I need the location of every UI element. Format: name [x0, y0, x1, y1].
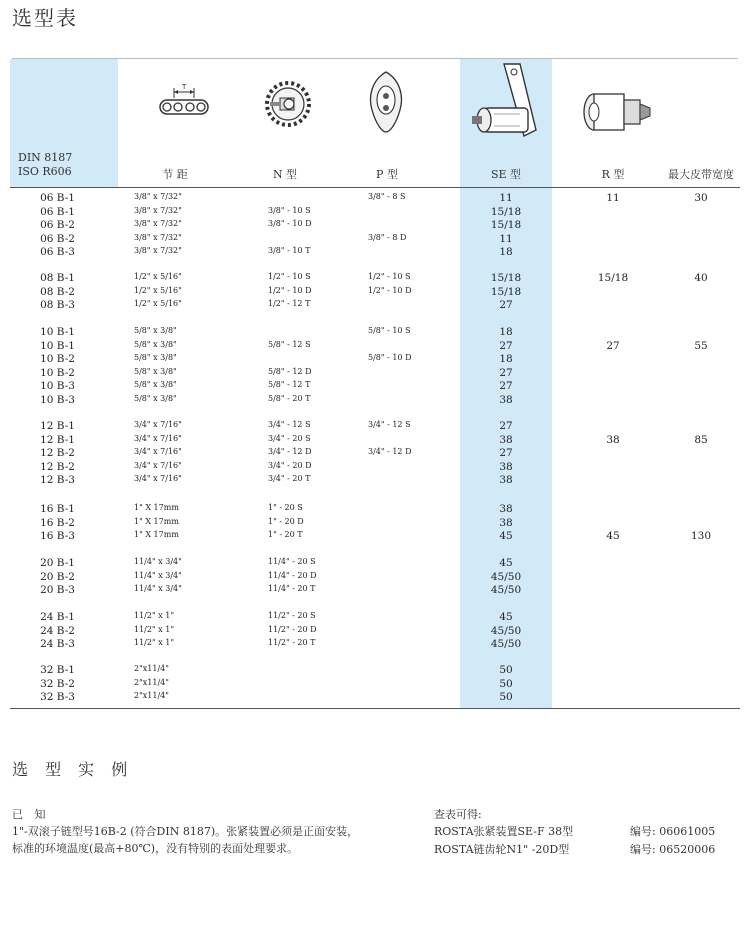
chain-type-cell: 10 B-3: [40, 380, 75, 393]
se-type-cell: 15/18: [490, 272, 522, 284]
n-type-cell: 1" - 20 D: [268, 516, 304, 526]
pitch-cell: 3/4" x 7/16": [134, 460, 182, 470]
r-type-cell: 11: [606, 192, 620, 204]
se-type-cell: 27: [499, 366, 513, 379]
chain-type-cell: 32 B-2: [40, 677, 75, 690]
pitch-cell: 5/8" x 3/8": [134, 380, 177, 390]
se-type-cell: 27: [499, 420, 513, 432]
se-type-cell: 15/18: [490, 219, 522, 232]
svg-text:T: T: [182, 83, 187, 91]
n-type-cell: 1" - 20 S: [268, 503, 303, 512]
pitch-cell: 11/2" x 1": [134, 611, 175, 620]
pitch-cell: 3/8" x 7/32": [134, 219, 182, 229]
n-type-cell: 3/4" - 12 S: [268, 420, 311, 429]
chain-type-cell: 12 B-1: [40, 433, 75, 446]
chain-type-cell: 16 B-3: [40, 530, 75, 543]
pitch-cell: 5/8" x 3/8": [134, 366, 177, 376]
pitch-cell: 1/2" x 5/16": [134, 285, 182, 295]
chain-type-cell: 08 B-1: [40, 272, 75, 284]
bottom-rule: [10, 708, 740, 709]
pitch-cell: 3/8" x 7/32": [134, 205, 182, 215]
result-item: ROSTA链齿轮N1" -20D型: [434, 843, 570, 856]
chain-type-cell: 10 B-3: [40, 394, 75, 406]
chain-type-cell: 32 B-1: [40, 664, 75, 676]
pitch-cell: 11/2" x 1": [134, 638, 175, 648]
se-type-cell: 27: [499, 380, 513, 393]
pitch-cell: 3/4" x 7/16": [134, 474, 182, 484]
r-type-cell: 15/18: [597, 272, 629, 284]
pitch-cell: 1" X 17mm: [134, 516, 179, 526]
known-text: 1"-双滚子链型号16B-2 (符合DIN 8187)。张紧装置必须是正面安装，标准的环境温度(最高+80℃)，没有特别的表面处理要求。: [12, 825, 359, 855]
din-header-line2: ISO R606: [18, 165, 72, 178]
chain-type-cell: 16 B-1: [40, 503, 75, 515]
se-type-cell: 50: [499, 691, 513, 704]
max-belt-width-cell: 85: [694, 433, 708, 446]
chain-type-cell: 06 B-1: [40, 192, 75, 204]
chain-type-cell: 06 B-2: [40, 232, 75, 245]
se-type-cell: 45: [499, 611, 513, 623]
p-type-cell: 1/2" - 10 D: [368, 285, 412, 295]
pitch-header: 节 距: [162, 168, 188, 181]
n-type-cell: 11/2" - 20 S: [268, 611, 316, 620]
se-type-cell: 18: [499, 353, 513, 366]
pitch-cell: 11/2" x 1": [134, 624, 175, 634]
pitch-cell: 3/8" x 7/32": [134, 232, 182, 242]
pitch-cell: 1" X 17mm: [134, 530, 179, 540]
pitch-cell: 1/2" x 5/16": [134, 272, 182, 281]
top-divider: [12, 58, 738, 59]
se-type-cell: 38: [499, 474, 513, 487]
n-type-cell: 11/4" - 20 D: [268, 570, 317, 580]
se-type-cell: 38: [499, 503, 513, 515]
n-type-cell: 5/8" - 12 S: [268, 339, 311, 349]
p-type-cell: 3/8" - 8 D: [368, 232, 407, 242]
n-type-cell: 3/8" - 10 S: [268, 205, 311, 215]
result-title: 查表可得:: [434, 808, 482, 821]
r-type-cell: 45: [606, 530, 620, 543]
se-type-cell: 50: [499, 664, 513, 676]
se-type-cell: 38: [499, 460, 513, 473]
r-type-cell: 38: [606, 433, 620, 446]
chain-type-cell: 12 B-2: [40, 447, 75, 460]
pitch-cell: 3/8" x 7/32": [134, 246, 182, 256]
r-type-header: R 型: [601, 168, 625, 181]
chain-type-cell: 06 B-2: [40, 219, 75, 232]
n-type-cell: 11/2" - 20 D: [268, 624, 317, 634]
r-type-roller-icon: [578, 90, 658, 134]
pitch-cell: 3/4" x 7/16": [134, 433, 182, 443]
result-number: 编号: 06520006: [630, 843, 716, 856]
se-type-cell: 27: [499, 447, 513, 460]
chain-type-cell: 24 B-2: [40, 624, 75, 637]
max-belt-width-cell: 40: [694, 272, 708, 284]
se-type-cell: 15/18: [490, 205, 522, 218]
se-type-cell: 45/50: [490, 584, 522, 597]
chain-type-cell: 20 B-3: [40, 584, 75, 597]
pitch-cell: 2"x11/4": [134, 664, 169, 673]
din-header: [18, 151, 72, 179]
n-type-cell: 5/8" - 12 T: [268, 380, 311, 390]
pitch-cell: 2"x11/4": [134, 677, 169, 687]
se-type-cell: 27: [499, 339, 513, 352]
max-belt-width-header: 最大皮带宽度: [668, 168, 734, 181]
pitch-cell: 11/4" x 3/4": [134, 584, 182, 594]
pitch-cell: 5/8" x 3/8": [134, 353, 177, 363]
se-type-cell: 45/50: [490, 624, 522, 637]
n-type-header: N 型: [272, 168, 298, 181]
n-type-cell: 1/2" - 10 S: [268, 272, 311, 281]
p-type-cell: 1/2" - 10 S: [368, 272, 411, 281]
se-type-cell: 38: [499, 394, 513, 406]
se-type-cell: 11: [499, 232, 513, 245]
result-item: ROSTA张紧装置SE-F 38型: [434, 825, 574, 838]
pitch-cell: 3/8" x 7/32": [134, 192, 182, 201]
pitch-cell: 5/8" x 3/8": [134, 326, 177, 335]
n-type-cell: 11/2" - 20 T: [268, 638, 316, 648]
n-type-cell: 3/8" - 10 D: [268, 219, 312, 229]
se-tensioner-icon: [470, 60, 546, 146]
max-belt-width-cell: 55: [694, 339, 708, 352]
n-type-cell: 1/2" - 12 T: [268, 299, 311, 309]
se-type-header: SE 型: [490, 168, 522, 181]
chain-type-cell: 06 B-1: [40, 205, 75, 218]
p-type-cell: 3/8" - 8 S: [368, 192, 406, 201]
se-type-cell: 18: [499, 246, 513, 259]
se-type-cell: 38: [499, 516, 513, 529]
n-type-cell: 3/4" - 12 D: [268, 447, 312, 457]
se-type-cell: 45/50: [490, 570, 522, 583]
chain-type-cell: 08 B-3: [40, 299, 75, 312]
n-type-cell: 3/4" - 20 S: [268, 433, 311, 443]
pitch-cell: 5/8" x 3/8": [134, 339, 177, 349]
chain-type-cell: 10 B-1: [40, 326, 75, 338]
chain-type-cell: 20 B-2: [40, 570, 75, 583]
chain-type-cell: 06 B-3: [40, 246, 75, 259]
p-type-header: P 型: [376, 168, 398, 181]
pitch-cell: 1" X 17mm: [134, 503, 179, 512]
din-header-line1: DIN 8187: [18, 151, 73, 164]
pitch-cell: 11/4" x 3/4": [134, 557, 182, 566]
pitch-cell: 2"x11/4": [134, 691, 169, 701]
chain-type-cell: 12 B-1: [40, 420, 75, 432]
se-type-cell: 15/18: [490, 285, 522, 298]
chain-type-cell: 08 B-2: [40, 285, 75, 298]
n-type-cell: 3/4" - 20 T: [268, 474, 311, 484]
se-type-cell: 27: [499, 299, 513, 312]
p-type-cell: 3/4" - 12 D: [368, 447, 412, 457]
n-type-cell: 1" - 20 T: [268, 530, 303, 540]
n-type-cell: 3/4" - 20 D: [268, 460, 312, 470]
p-type-tensioner-icon: [366, 70, 406, 134]
chain-type-cell: 12 B-2: [40, 460, 75, 473]
se-type-cell: 38: [499, 433, 513, 446]
n-type-cell: 11/4" - 20 T: [268, 584, 316, 594]
chain-type-cell: 24 B-1: [40, 611, 75, 623]
se-type-cell: 50: [499, 677, 513, 690]
p-type-cell: 5/8" - 10 D: [368, 353, 412, 363]
pitch-cell: 3/4" x 7/16": [134, 420, 182, 429]
p-type-cell: 3/4" - 12 S: [368, 420, 411, 429]
pitch-cell: 1/2" x 5/16": [134, 299, 182, 309]
se-type-cell: 45/50: [490, 638, 522, 651]
max-belt-width-cell: 130: [690, 530, 712, 543]
se-type-cell: 11: [499, 192, 513, 204]
chain-type-cell: 10 B-2: [40, 366, 75, 379]
pitch-cell: 3/4" x 7/16": [134, 447, 182, 457]
se-type-cell: 18: [499, 326, 513, 338]
chain-pitch-icon: [158, 82, 210, 122]
se-type-cell: 45: [499, 530, 513, 543]
header-rule: [10, 187, 740, 188]
n-type-cell: 5/8" - 12 D: [268, 366, 312, 376]
n-type-cell: 11/4" - 20 S: [268, 557, 316, 566]
chain-type-cell: 20 B-1: [40, 557, 75, 569]
chain-type-cell: 10 B-1: [40, 339, 75, 352]
chain-type-cell: 32 B-3: [40, 691, 75, 704]
n-type-cell: 3/8" - 10 T: [268, 246, 311, 256]
n-type-cell: 5/8" - 20 T: [268, 394, 311, 403]
example-section-title: 选 型 实 例: [12, 760, 134, 779]
result-number: 编号: 06061005: [630, 825, 716, 838]
sprocket-icon: [262, 78, 314, 130]
max-belt-width-cell: 30: [694, 192, 708, 204]
r-type-cell: 27: [606, 339, 620, 352]
n-type-cell: 1/2" - 10 D: [268, 285, 312, 295]
pitch-cell: 11/4" x 3/4": [134, 570, 182, 580]
chain-type-cell: 16 B-2: [40, 516, 75, 529]
p-type-cell: 5/8" - 10 S: [368, 326, 411, 335]
chain-type-cell: 12 B-3: [40, 474, 75, 487]
chain-type-cell: 10 B-2: [40, 353, 75, 366]
known-title: 已 知: [12, 808, 50, 821]
page-title: 选型表: [12, 6, 78, 30]
pitch-cell: 5/8" x 3/8": [134, 394, 177, 403]
se-type-cell: 45: [499, 557, 513, 569]
chain-type-cell: 24 B-3: [40, 638, 75, 651]
